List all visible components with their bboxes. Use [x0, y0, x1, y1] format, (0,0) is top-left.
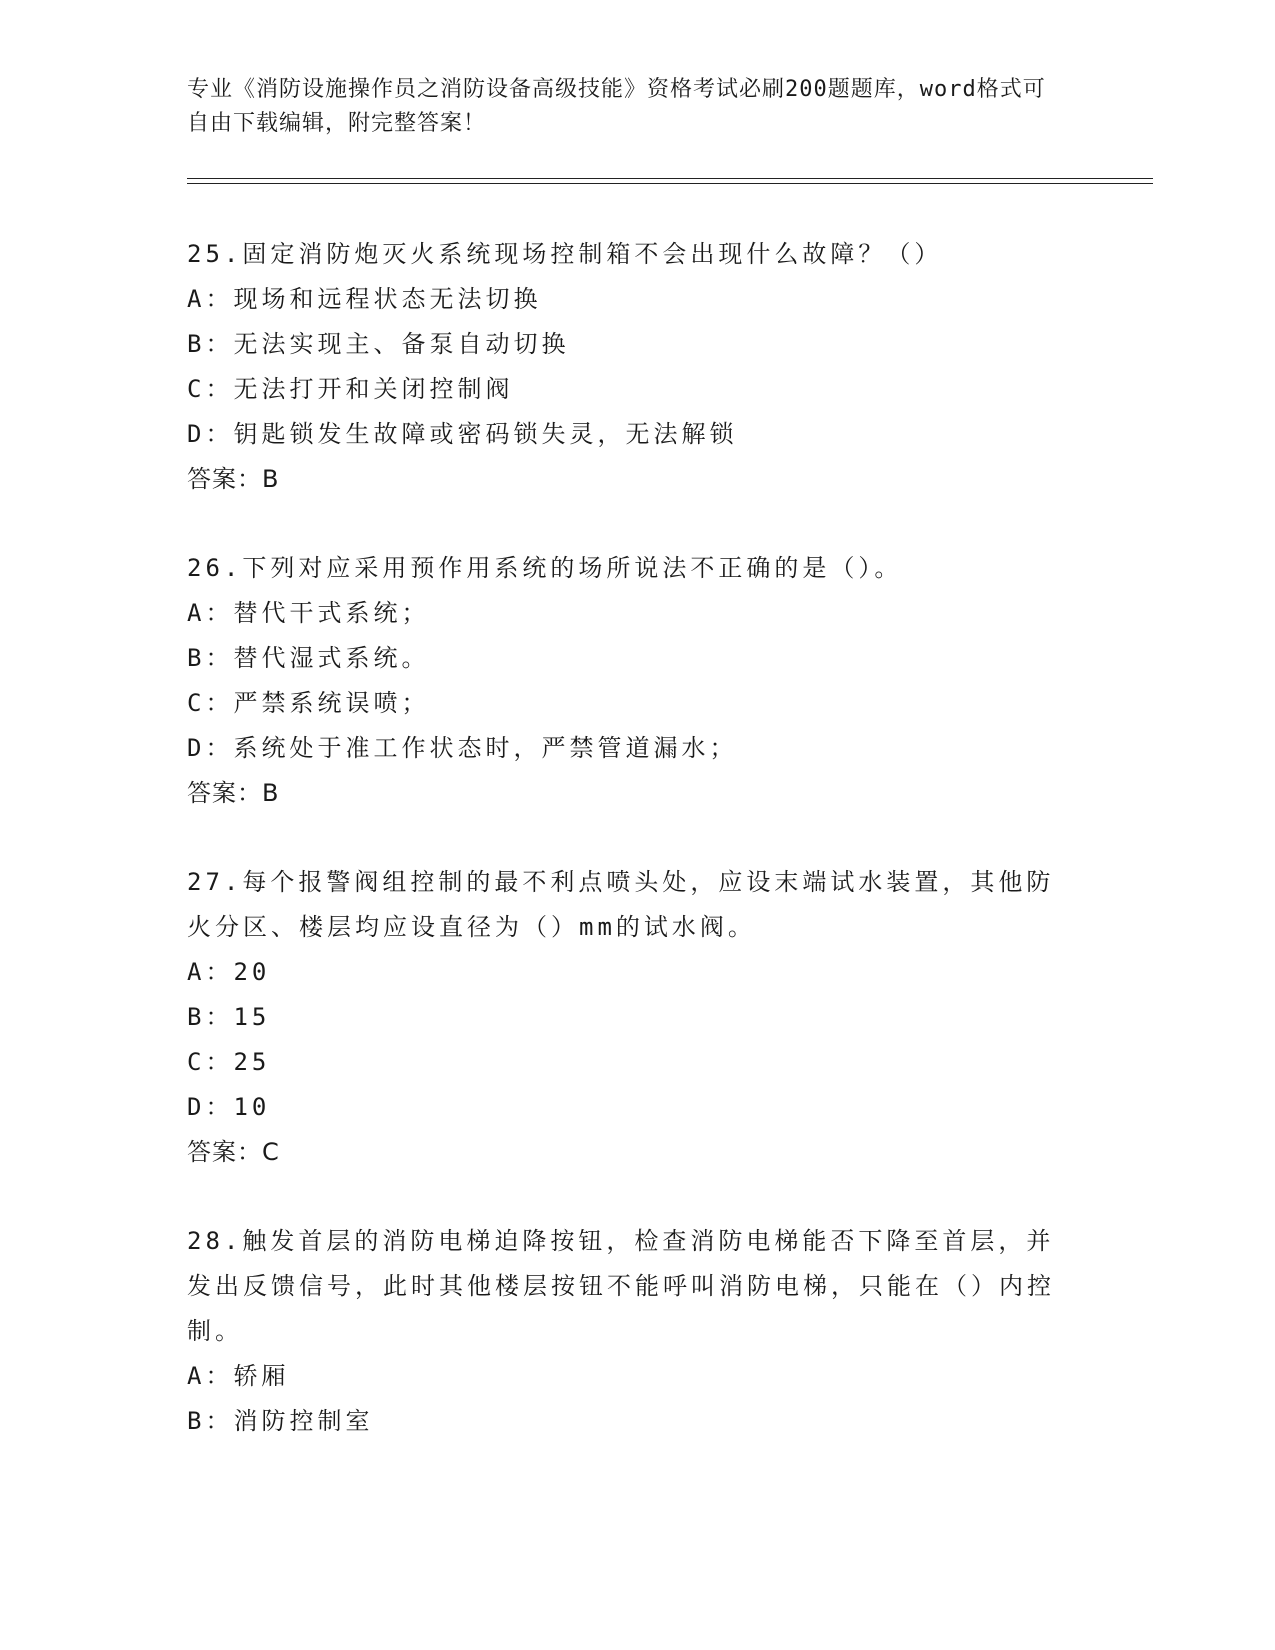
answer-line: 答案：C [187, 1138, 280, 1166]
question-stem: 27.每个报警阀组控制的最不利点喷头处，应设末端试水装置，其他防火分区、楼层均应设直径为（）mm的试水阀。 [187, 868, 1055, 941]
option-b: B：替代湿式系统。 [187, 644, 430, 672]
option-d: D：10 [187, 1093, 271, 1121]
answer-line: 答案：B [187, 465, 280, 493]
option-c: C：25 [187, 1048, 271, 1076]
document-page [187, 0, 1147, 1650]
option-c: C：无法打开和关闭控制阀 [187, 375, 514, 403]
option-b: B：消防控制室 [187, 1407, 374, 1435]
document-header: 专业《消防设施操作员之消防设备高级技能》资格考试必刷200题题库，word格式可自由下载编辑，附完整答案！ [187, 77, 1046, 136]
question-stem: 26.下列对应采用预作用系统的场所说法不正确的是（）。 [187, 554, 903, 582]
option-a: A：现场和远程状态无法切换 [187, 285, 542, 313]
option-d: D：系统处于准工作状态时，严禁管道漏水； [187, 734, 738, 762]
option-c: C：严禁系统误喷； [187, 689, 430, 717]
question-stem: 28.触发首层的消防电梯迫降按钮，检查消防电梯能否下降至首层，并发出反馈信号，此时其他楼层按钮不能呼叫消防电梯，只能在（）内控制。 [187, 1227, 1055, 1345]
question-28 [187, 1219, 1067, 1444]
option-d: D：钥匙锁发生故障或密码锁失灵，无法解锁 [187, 420, 738, 448]
option-b: B：无法实现主、备泵自动切换 [187, 330, 570, 358]
question-list [187, 232, 1067, 1488]
header-divider [187, 178, 1153, 184]
option-a: A：轿厢 [187, 1362, 290, 1390]
question-stem: 25.固定消防炮灭火系统现场控制箱不会出现什么故障？（） [187, 240, 943, 268]
question-27 [187, 860, 1067, 1175]
question-26 [187, 546, 1067, 816]
question-25 [187, 232, 1067, 502]
option-a: A：20 [187, 958, 271, 986]
answer-line: 答案：B [187, 779, 280, 807]
option-a: A：替代干式系统； [187, 599, 430, 627]
option-b: B：15 [187, 1003, 271, 1031]
